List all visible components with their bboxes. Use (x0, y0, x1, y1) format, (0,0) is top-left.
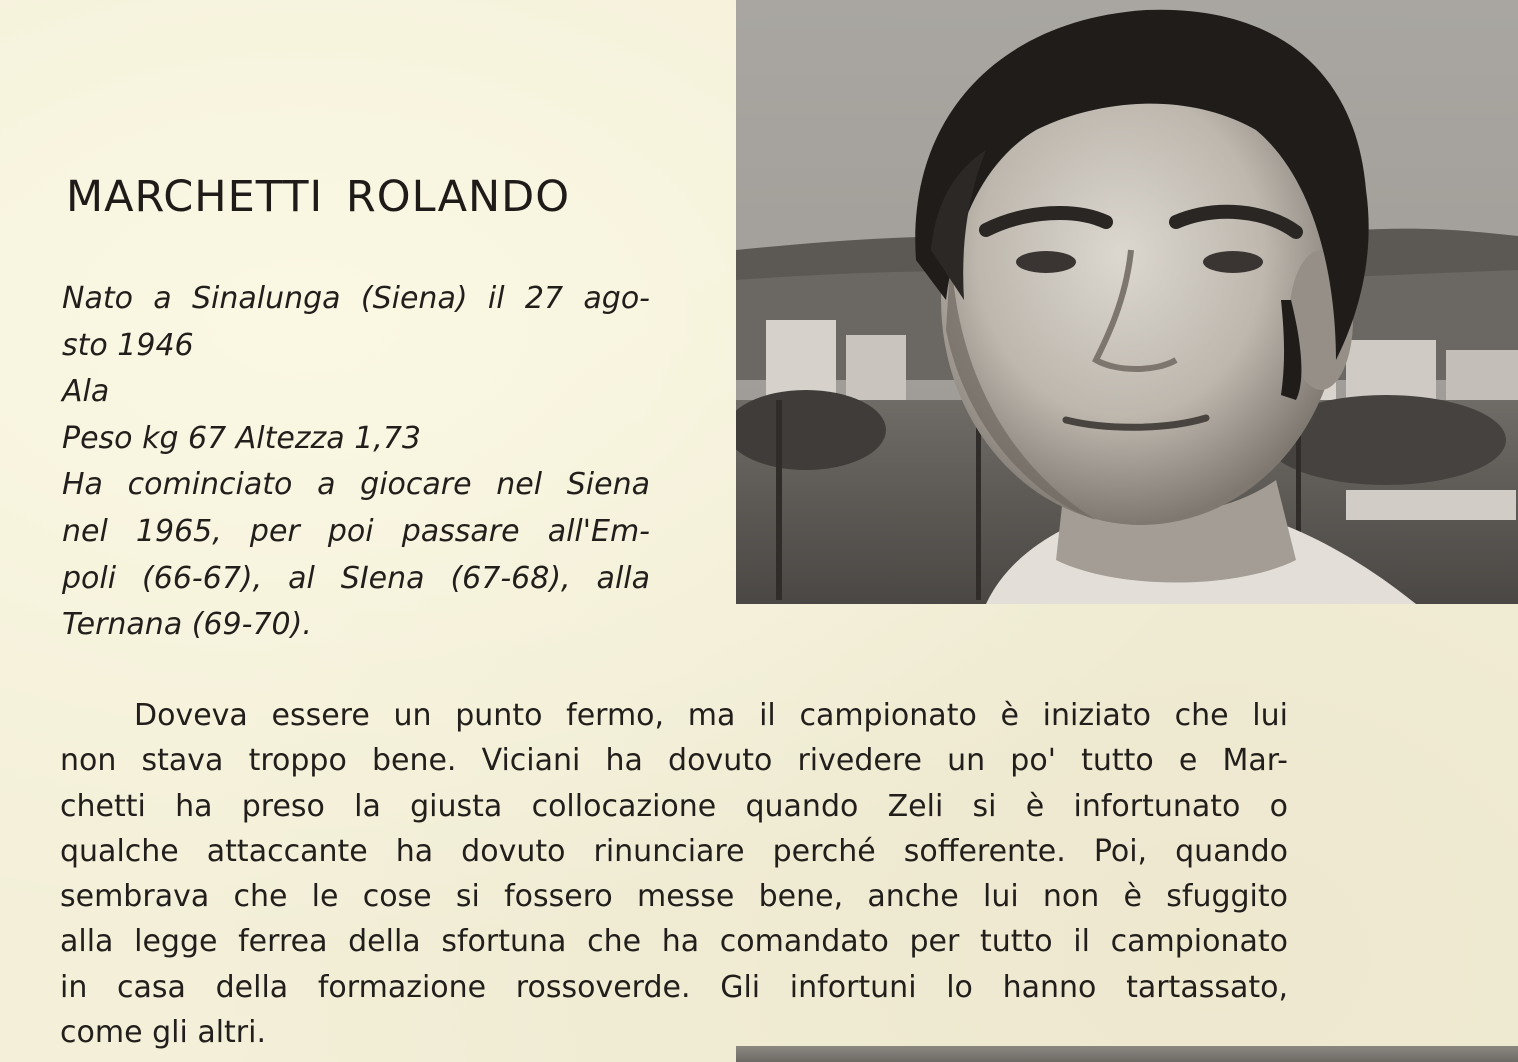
player-name-heading: MARCHETTI ROLANDO (66, 172, 571, 222)
bio-line: Nato a Sinalunga (Siena) il 27 ago- (62, 281, 650, 316)
bio-line: Ternana (69-70). (62, 607, 312, 643)
portrait-image (736, 0, 1518, 604)
bio-line: Peso kg 67 Altezza 1,73 (62, 420, 422, 456)
article-line: non stava troppo bene. Viciani ha dovuto rivedere un po' tutto e Mar- (60, 743, 1288, 779)
article-line: come gli altri. (60, 1015, 267, 1051)
next-photo-edge (736, 1046, 1518, 1062)
article-line: in casa della formazione rossoverde. Gli infortuni lo hanno tartassato, (60, 969, 1288, 1005)
article-body (60, 693, 1288, 1055)
bio-line: Ha cominciato a giocare nel Siena (62, 467, 650, 503)
bio-line: Ala (62, 374, 110, 410)
article-line: chetti ha preso la giusta collocazione quando Zeli si è infortunato o (60, 788, 1288, 824)
bio-line: sto 1946 (62, 327, 194, 363)
article-line: Doveva essere un punto fermo, ma il campionato è iniziato che lui (134, 698, 1288, 733)
article-line: qualche attaccante ha dovuto rinunciare perché sofferente. Poi, quando (60, 833, 1288, 869)
bio-line: poli (66-67), al SIena (67-68), alla (62, 560, 650, 596)
article-line: alla legge ferrea della sfortuna che ha comandato per tutto il campionato (60, 924, 1288, 960)
player-portrait-photo (736, 0, 1518, 604)
player-bio (62, 276, 662, 649)
bio-line: nel 1965, per poi passare all'Em- (62, 513, 650, 549)
article-line: sembrava che le cose si fossero messe bene, anche lui non è sfuggito (60, 879, 1288, 915)
